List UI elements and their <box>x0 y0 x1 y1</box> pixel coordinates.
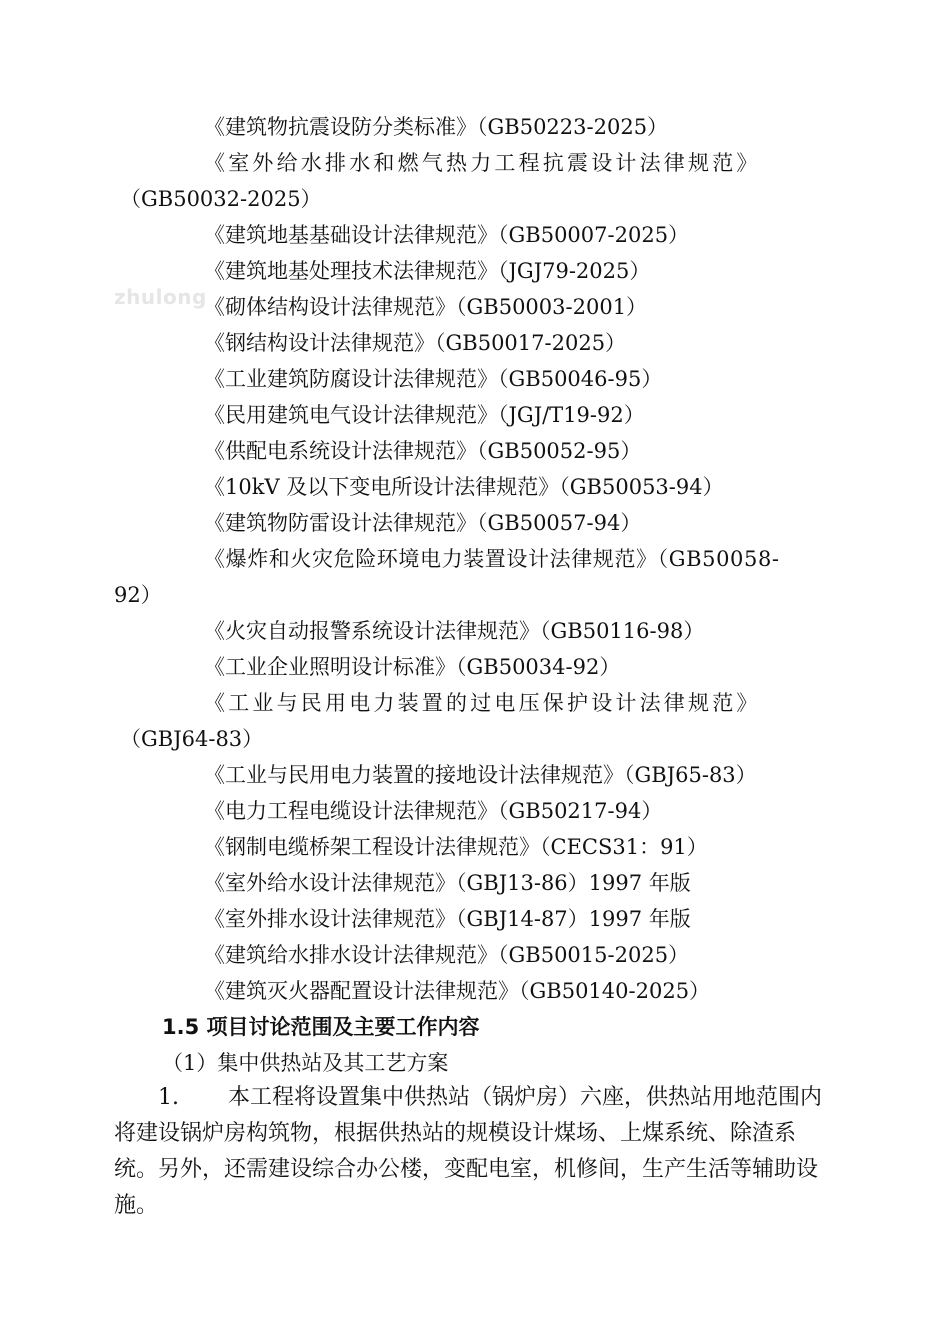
standard-item: 《建筑灭火器配置设计法律规范》（GB50140-2025） <box>204 979 711 1003</box>
standard-item: 《工业企业照明设计标准》（GB50034-92） <box>204 655 621 679</box>
standard-item: 《10kV 及以下变电所设计法律规范》（GB50053-94） <box>204 475 724 499</box>
body-paragraph <box>114 1080 838 1224</box>
standard-item: 《建筑物防雷设计法律规范》（GB50057-94） <box>204 511 642 535</box>
standard-item-continuation: （GB50032-2025） <box>120 187 322 211</box>
standard-item-continuation: 92） <box>114 583 162 607</box>
standard-item: 《电力工程电缆设计法律规范》（GB50217-94） <box>204 799 663 823</box>
standard-item: 《工业建筑防腐设计法律规范》（GB50046-95） <box>204 367 663 391</box>
standard-item: 《建筑物抗震设防分类标准》（GB50223-2025） <box>204 115 669 139</box>
standard-item: 《工业与民用电力装置的过电压保护设计法律规范》 <box>204 691 761 715</box>
standard-item: 《室外给水排水和燃气热力工程抗震设计法律规范》 <box>204 151 761 175</box>
standard-item: 《砌体结构设计法律规范》（GB50003-2001） <box>204 295 648 319</box>
standard-item: 《建筑地基处理技术法律规范》（JGJ79-2025） <box>204 259 651 283</box>
standard-item: 《钢结构设计法律规范》（GB50017-2025） <box>204 331 627 355</box>
watermark: zhulong <box>114 285 207 309</box>
standard-item: 《火灾自动报警系统设计法律规范》（GB50116-98） <box>204 619 705 643</box>
section-heading: 1.5 项目讨论范围及主要工作内容 <box>162 1015 480 1039</box>
standard-item: 《供配电系统设计法律规范》（GB50052-95） <box>204 439 642 463</box>
standard-item: 《民用建筑电气设计法律规范》（JGJ/T19-92） <box>204 403 645 427</box>
paragraph-number: 1. <box>158 1085 179 1110</box>
standard-item: 《室外给水设计法律规范》（GBJ13-86）1997 年版 <box>204 871 691 895</box>
standard-item: 《建筑地基基础设计法律规范》（GB50007-2025） <box>204 223 690 247</box>
standard-item: 《工业与民用电力装置的接地设计法律规范》（GBJ65-83） <box>204 763 757 787</box>
standard-item: 《室外排水设计法律规范》（GBJ14-87）1997 年版 <box>204 907 691 931</box>
standard-item-continuation: （GBJ64-83） <box>120 727 264 751</box>
standard-item: 《钢制电缆桥架工程设计法律规范》（CECS31：91） <box>204 835 708 859</box>
subsection-title: （1）集中供热站及其工艺方案 <box>162 1051 449 1075</box>
standard-item: 《建筑给水排水设计法律规范》（GB50015-2025） <box>204 943 690 967</box>
paragraph-text: 本工程将设置集中供热站（锅炉房）六座，供热站用地范围内将建设锅炉房构筑物，根据供热站的规模设计煤场、上煤系统、除渣系统。另外，还需建设综合办公楼，变配电室，机修间，生产生活等辅助设施。 <box>114 1085 823 1218</box>
standard-item: 《爆炸和火灾危险环境电力装置设计法律规范》（GB50058- <box>204 547 780 571</box>
